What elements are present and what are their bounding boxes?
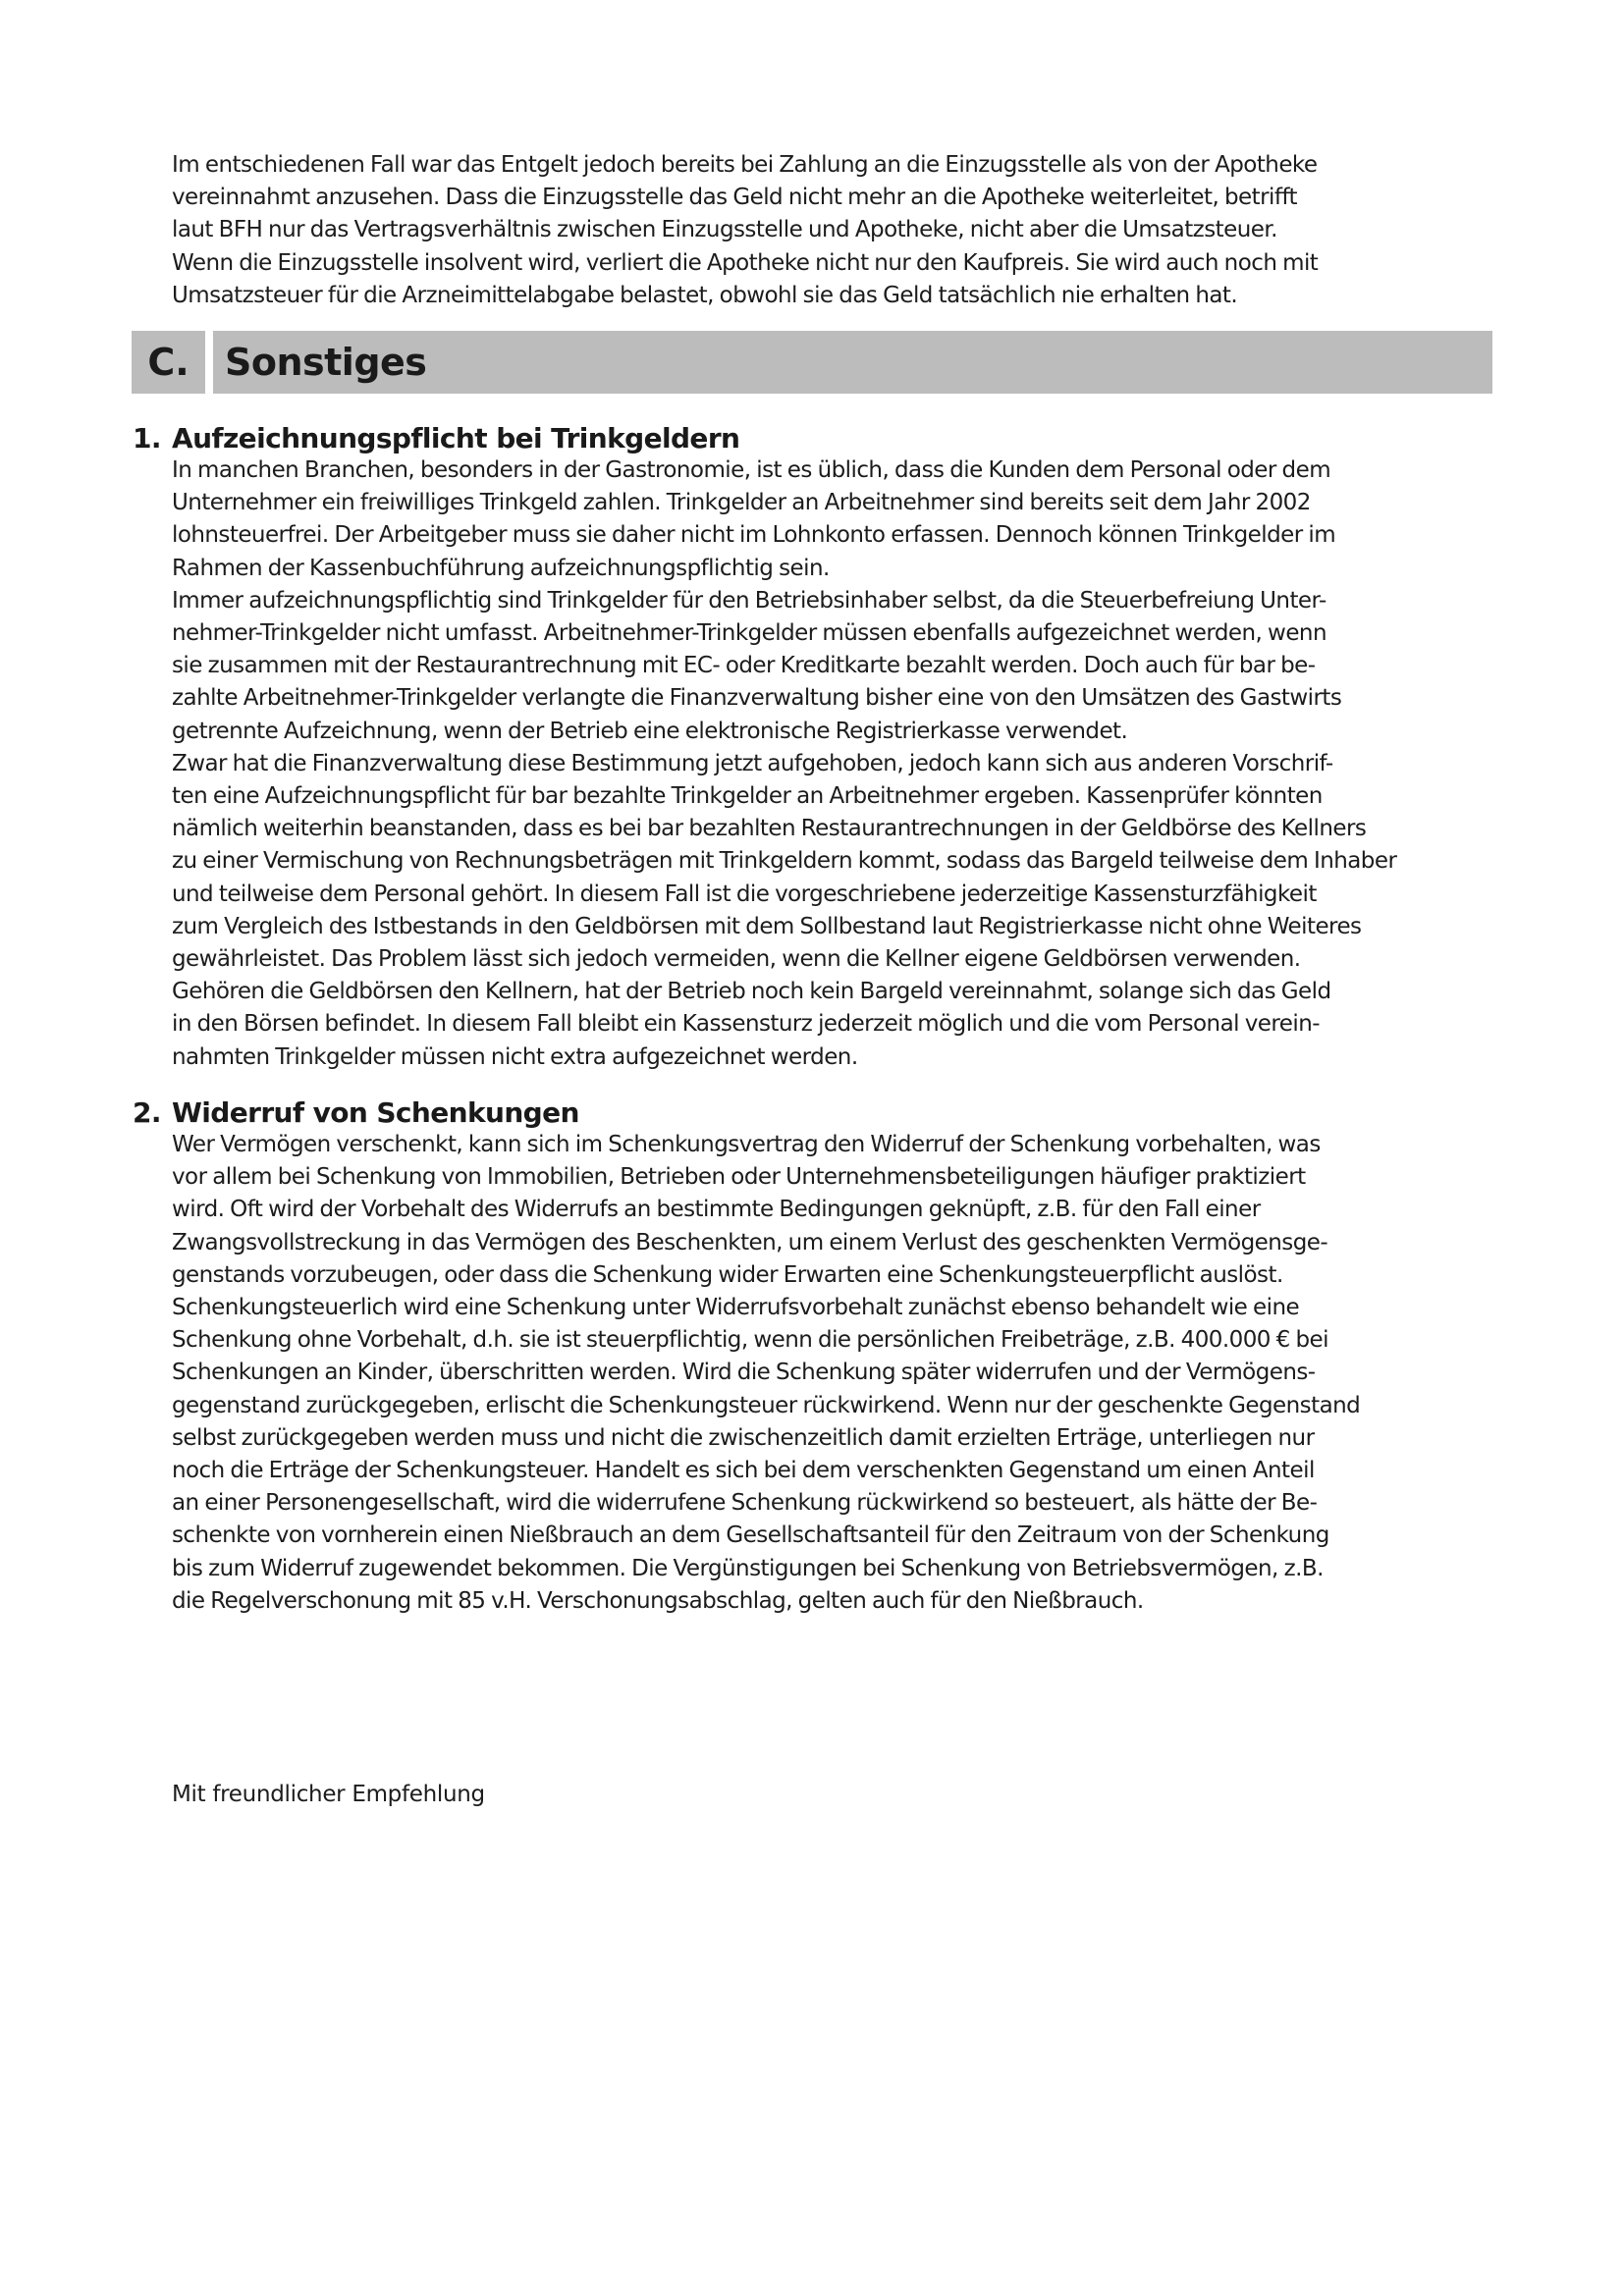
- text-line: Schenkungen an Kinder, überschritten werden. Wird die Schenkung später widerrufen und der Vermögens-: [172, 1360, 1316, 1386]
- text-line: noch die Erträge der Schenkungsteuer. Handelt es sich bei dem verschenkten Gegenstand um einen Anteil: [172, 1458, 1315, 1484]
- subsection-title: Widerruf von Schenkungen: [172, 1096, 579, 1129]
- subsection-body-1: [172, 454, 1507, 1074]
- subsection-heading-2: [133, 1096, 579, 1130]
- text-line: Zwangsvollstreckung in das Vermögen des Beschenkten, um einem Verlust des geschenkten Vermögensge-: [172, 1229, 1328, 1255]
- section-letter: C.: [132, 331, 205, 394]
- text-line: getrennte Aufzeichnung, wenn der Betrieb eine elektronische Registrierkasse verwendet.: [172, 718, 1128, 744]
- text-line: laut BFH nur das Vertragsverhältnis zwischen Einzugsstelle und Apotheke, nicht aber die Umsatzsteuer.: [172, 217, 1277, 243]
- text-line: nehmer-Trinkgelder nicht umfasst. Arbeitnehmer-Trinkgelder müssen ebenfalls aufgezeichnet werden, wenn: [172, 620, 1326, 647]
- subsection-body-2: [172, 1129, 1507, 1618]
- text-line: sie zusammen mit der Restaurantrechnung mit EC- oder Kreditkarte bezahlt werden. Doch auch für bar be-: [172, 653, 1316, 679]
- text-line: selbst zurückgegeben werden muss und nicht die zwischenzeitlich damit erzielten Erträge, unterliegen nur: [172, 1424, 1315, 1451]
- intro-paragraph: [172, 149, 1507, 312]
- text-line: Im entschiedenen Fall war das Entgelt jedoch bereits bei Zahlung an die Einzugsstelle als von der Apotheke: [172, 152, 1318, 178]
- text-line: vereinnahmt anzusehen. Dass die Einzugsstelle das Geld nicht mehr an die Apotheke weiterleitet, betrifft: [172, 185, 1298, 211]
- text-line: genstands vorzubeugen, oder dass die Schenkung wider Erwarten eine Schenkungsteuerpflicht auslöst.: [172, 1261, 1283, 1288]
- text-line: wird. Oft wird der Vorbehalt des Widerrufs an bestimmte Bedingungen geknüpft, z.B. für den Fall einer: [172, 1197, 1261, 1223]
- section-title: Sonstiges: [213, 331, 1492, 394]
- text-line: gewährleistet. Das Problem lässt sich jedoch vermeiden, wenn die Kellner eigene Geldbörsen verwenden.: [172, 946, 1301, 973]
- text-line: an einer Personengesellschaft, wird die widerrufene Schenkung rückwirkend so besteuert, als hätte der Be-: [172, 1490, 1318, 1517]
- text-line: zahlte Arbeitnehmer-Trinkgelder verlangte die Finanzverwaltung bisher eine von den Umsätzen des Gastwirts: [172, 685, 1342, 712]
- text-line: Immer aufzeichnungspflichtig sind Trinkgelder für den Betriebsinhaber selbst, da die Steuerbefreiung Unter-: [172, 587, 1326, 614]
- text-line: nahmten Trinkgelder müssen nicht extra aufgezeichnet werden.: [172, 1043, 858, 1070]
- text-line: Schenkung ohne Vorbehalt, d.h. sie ist steuerpflichtig, wenn die persönlichen Freibeträge, z.B. 400.000 € bei: [172, 1327, 1328, 1354]
- text-line: lohnsteuerfrei. Der Arbeitgeber muss sie daher nicht im Lohnkonto erfassen. Dennoch können Trinkgelder im: [172, 522, 1336, 549]
- text-line: Wenn die Einzugsstelle insolvent wird, verliert die Apotheke nicht nur den Kaufpreis. Sie wird auch noch mit: [172, 249, 1319, 276]
- text-line: bis zum Widerruf zugewendet bekommen. Die Vergünstigungen bei Schenkung von Betriebsvermögen, z.B.: [172, 1555, 1324, 1581]
- text-line: nämlich weiterhin beanstanden, dass es bei bar bezahlten Restaurantrechnungen in der Geldbörse des Kellners: [172, 816, 1367, 842]
- subsection-title: Aufzeichnungspflicht bei Trinkgeldern: [172, 422, 740, 454]
- text-line: Umsatzsteuer für die Arzneimittelabgabe belastet, obwohl sie das Geld tatsächlich nie erhalten hat.: [172, 282, 1238, 308]
- text-line: und teilweise dem Personal gehört. In diesem Fall ist die vorgeschriebene jederzeitige Kassensturzfähigkeit: [172, 881, 1317, 907]
- text-line: zum Vergleich des Istbestands in den Geldbörsen mit dem Sollbestand laut Registrierkasse nicht ohne Weiteres: [172, 913, 1362, 939]
- subsection-number: 2.: [133, 1096, 161, 1129]
- text-line: vor allem bei Schenkung von Immobilien, Betrieben oder Unternehmensbeteiligungen häufiger praktiziert: [172, 1164, 1306, 1191]
- subsection-number: 1.: [133, 422, 161, 454]
- text-line: Rahmen der Kassenbuchführung aufzeichnungspflichtig sein.: [172, 555, 830, 581]
- text-line: ten eine Aufzeichnungspflicht für bar bezahlte Trinkgelder an Arbeitnehmer ergeben. Kassenprüfer könnten: [172, 783, 1323, 810]
- text-line: Unternehmer ein freiwilliges Trinkgeld zahlen. Trinkgelder an Arbeitnehmer sind bereits seit dem Jahr 2002: [172, 490, 1311, 516]
- text-line: Gehören die Geldbörsen den Kellnern, hat der Betrieb noch kein Bargeld vereinnahmt, solange sich das Geld: [172, 979, 1331, 1005]
- text-line: Wer Vermögen verschenkt, kann sich im Schenkungsvertrag den Widerruf der Schenkung vorbehalten, was: [172, 1132, 1321, 1157]
- text-line: zu einer Vermischung von Rechnungsbeträgen mit Trinkgeldern kommt, sodass das Bargeld teilweise dem Inhaber: [172, 848, 1397, 875]
- text-line: schenkte von vornherein einen Nießbrauch an dem Gesellschaftsanteil für den Zeitraum von der Schenkung: [172, 1522, 1329, 1549]
- text-line: Zwar hat die Finanzverwaltung diese Bestimmung jetzt aufgehoben, jedoch kann sich aus anderen Vorschrif-: [172, 750, 1333, 776]
- text-line: gegenstand zurückgegeben, erlischt die Schenkungsteuer rückwirkend. Wenn nur der geschenkte Gegenstand: [172, 1392, 1361, 1418]
- text-line: die Regelverschonung mit 85 v.H. Verschonungsabschlag, gelten auch für den Nießbrauch.: [172, 1587, 1144, 1614]
- section-heading: [132, 331, 1492, 394]
- text-line: Schenkungsteuerlich wird eine Schenkung unter Widerrufsvorbehalt zunächst ebenso behandelt wie eine: [172, 1295, 1300, 1321]
- text-line: in den Börsen befindet. In diesem Fall bleibt ein Kassensturz jederzeit möglich und die vom Personal verein-: [172, 1011, 1320, 1038]
- subsection-heading-1: [133, 422, 739, 455]
- closing-salutation: Mit freundlicher Empfehlung: [172, 1782, 485, 1807]
- text-line: In manchen Branchen, besonders in der Gastronomie, ist es üblich, dass die Kunden dem Personal oder dem: [172, 457, 1331, 483]
